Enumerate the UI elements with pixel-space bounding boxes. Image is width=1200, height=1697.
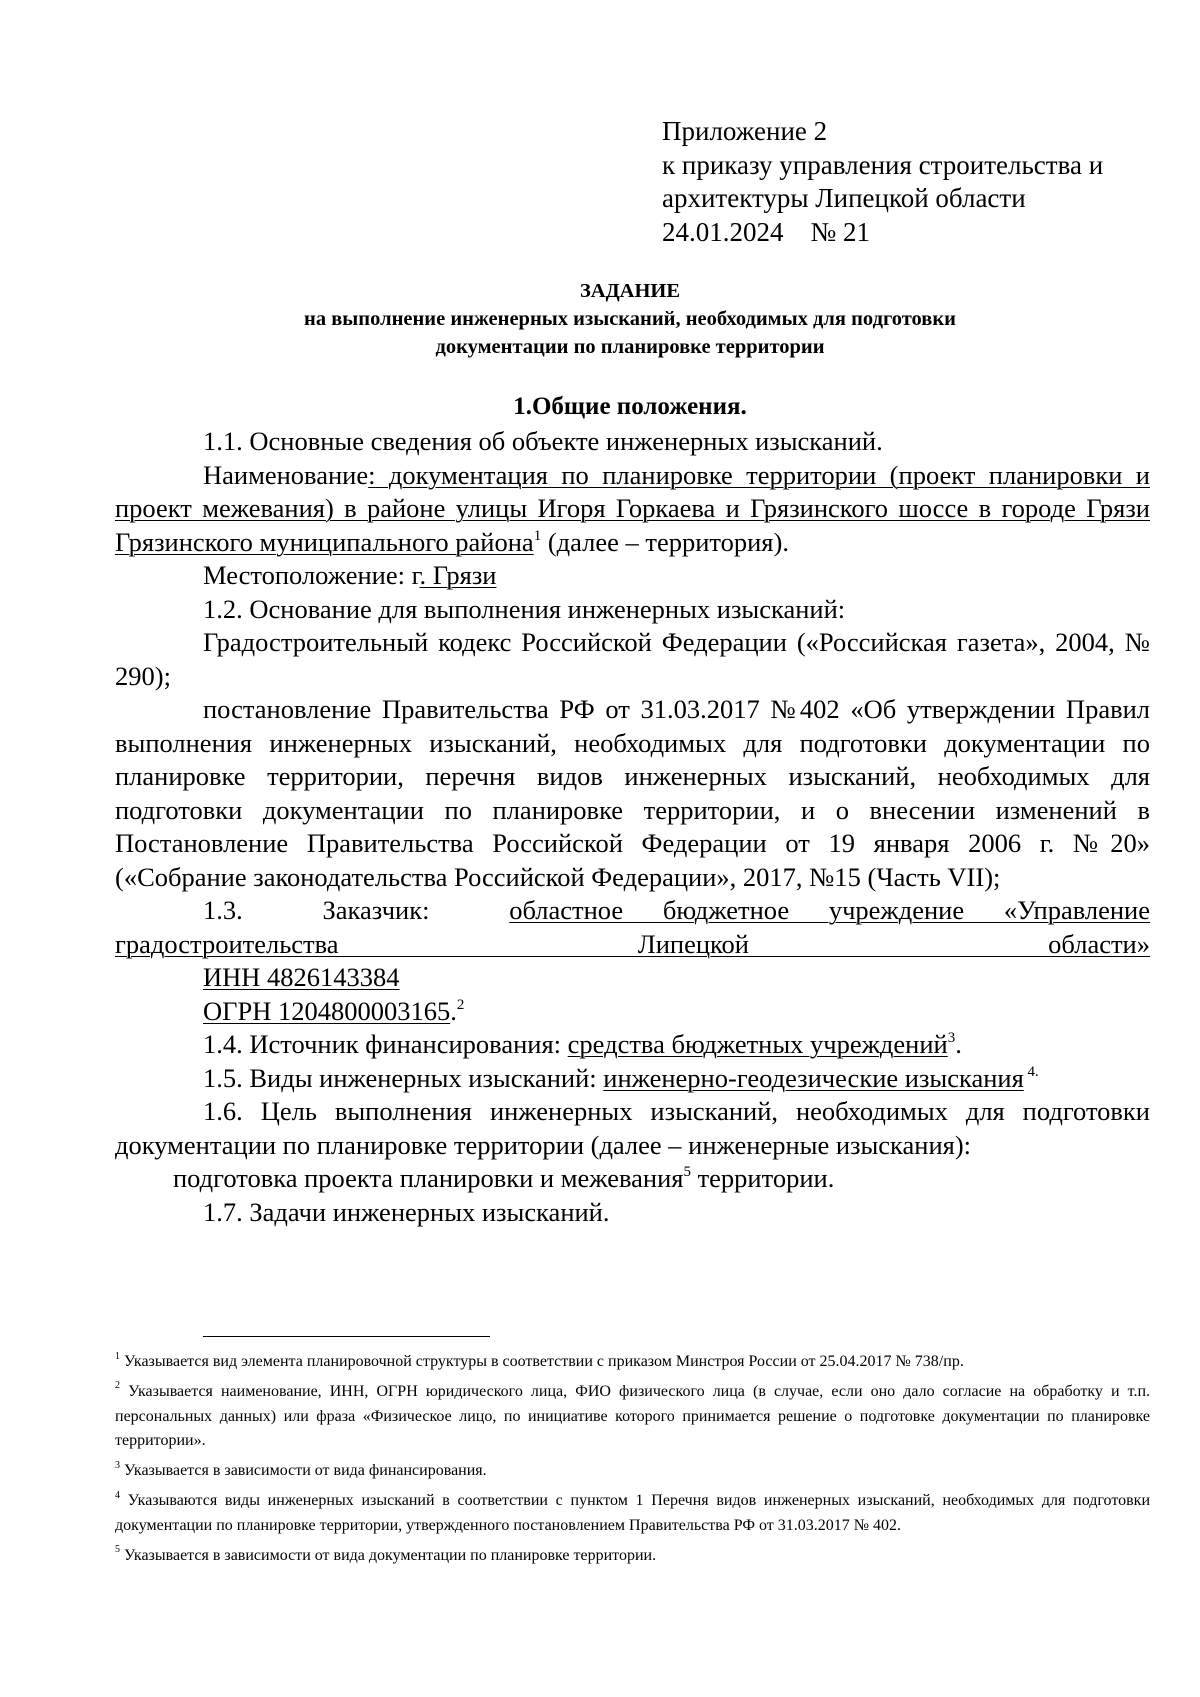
- funding-value: средства бюджетных учреждений: [567, 1029, 948, 1059]
- title-line-2: на выполнение инженерных изысканий, необходимых для подготовки: [304, 308, 956, 330]
- footnote-separator: [203, 1336, 490, 1337]
- appendix-header: [662, 115, 1142, 249]
- customer-value: областное бюджетное учреждение «Управление градостроительства Липецкой области»: [115, 895, 1151, 959]
- appendix-line-1: Приложение 2: [662, 116, 828, 146]
- footnote-4-number: 4: [115, 1489, 120, 1501]
- paragraph-1-5: [115, 1062, 1150, 1096]
- footnote-ref-3: 3: [947, 1030, 956, 1047]
- footnote-2-number: 2: [115, 1380, 120, 1392]
- survey-types-value: инженерно-геодезические изыскания: [603, 1062, 1024, 1093]
- paragraph-inn: [115, 961, 1150, 995]
- funding-tail: .: [955, 1029, 962, 1059]
- paragraph-1-2: 1.2. Основание для выполнения инженерных изысканий:: [203, 593, 846, 624]
- paragraph-ogrn: [115, 995, 1150, 1029]
- footnotes: [115, 1350, 1150, 1573]
- appendix-line-3: архитектуры Липецкой области: [662, 183, 1026, 213]
- footnote-ref-4: 4.: [1023, 1063, 1039, 1080]
- name-tail: (далее – территория).: [541, 526, 789, 557]
- title-line-1: ЗАДАНИЕ: [579, 280, 681, 302]
- footnote-5: [115, 1544, 1150, 1569]
- paragraph-1-1: 1.1. Основные сведения об объекте инженерных изысканий.: [203, 426, 883, 456]
- footnote-2-text: Указывается наименование, ИНН, ОГРН юридического лица, ФИО физического лица (в случае, если оно дало согласие на обработку и т.п. персональных данных) или фраза «Физическое лицо, по инициативе которого принимается решение о подготовке документации по планировке территории».: [115, 1382, 1150, 1450]
- footnote-5-number: 5: [115, 1544, 120, 1556]
- document-body: [115, 425, 1150, 1229]
- footnote-3-number: 3: [115, 1459, 120, 1471]
- name-label: Наименование: [203, 459, 369, 490]
- paragraph-1-7: 1.7. Задачи инженерных изысканий.: [203, 1196, 610, 1227]
- paragraph-name: [115, 459, 1150, 560]
- footnote-4-text: Указываются виды инженерных изысканий в соответствии с пунктом 1 Перечня видов инженерных изысканий, необходимых для подготовки документации по планировке территории, утвержденного постановлением Правительства РФ от 31.03.2017 № 402.: [115, 1491, 1150, 1534]
- ogrn-value: ОГРН 1204800003165: [203, 995, 451, 1026]
- paragraph-basis-resolution: постановление Правительства РФ от 31.03.2017 №402 «Об утверждении Правил выполнения инженерных изысканий, необходимых для подготовки документации по планировке территории, перечня видов инженерных изысканий, необходимых для подготовки документации по планировке территории, и о внесении изменений в Постановление Правительства Российской Федерации от 19 января 2006 г. №20» («Собрание законодательства Российской Федерации», 2017, №15 (Часть VII);: [115, 694, 1150, 892]
- footnote-2: [115, 1380, 1150, 1454]
- title-line-3: документации по планировке территории: [435, 336, 825, 358]
- document-title: [115, 277, 1145, 361]
- footnote-5-text: Указывается в зависимости от вида документации по планировке территории.: [120, 1546, 657, 1564]
- footnote-1: [115, 1350, 1150, 1375]
- funding-label: 1.4. Источник финансирования:: [203, 1029, 568, 1059]
- appendix-date-number: 24.01.2024 № 21: [662, 216, 871, 247]
- appendix-line-2: к приказу управления строительства и: [662, 149, 1104, 180]
- paragraph-location: [115, 559, 1150, 593]
- survey-types-label: 1.5. Виды инженерных изысканий:: [203, 1062, 604, 1093]
- paragraph-customer: [115, 894, 1150, 961]
- name-value: : документация по планировке территории (проект планировки и проект межевания) в районе улицы Игоря Горкаева и Грязинского шоссе в городе Грязи Грязинского муниципального района: [115, 459, 1150, 557]
- paragraph-goal: [115, 1162, 1150, 1196]
- inn-value: ИНН 4826143384: [203, 962, 400, 992]
- footnote-1-number: 1: [115, 1350, 120, 1362]
- location-label: Местоположение: г: [203, 560, 420, 590]
- paragraph-1-4: [115, 1028, 1150, 1062]
- ogrn-tail: .: [450, 995, 457, 1026]
- footnote-ref-1: 1: [533, 527, 542, 544]
- footnote-3: [115, 1459, 1150, 1484]
- footnote-1-text: Указывается вид элемента планировочной структуры в соответствии с приказом Минстроя России от 25.04.2017 № 738/пр.: [120, 1353, 964, 1370]
- section-heading: 1.Общие положения.: [513, 393, 747, 420]
- footnote-ref-5: 5: [683, 1164, 691, 1181]
- goal-text: подготовка проекта планировки и межевания: [173, 1163, 684, 1193]
- footnote-ref-2: 2: [456, 996, 465, 1013]
- footnote-4: [115, 1489, 1150, 1539]
- goal-tail: территории.: [690, 1163, 835, 1193]
- customer-label: 1.3. Заказчик:: [203, 895, 510, 925]
- footnote-3-text: Указывается в зависимости от вида финансирования.: [120, 1462, 487, 1480]
- location-value: . Грязи: [419, 560, 497, 590]
- paragraph-1-6: 1.6. Цель выполнения инженерных изысканий, необходимых для подготовки документации по планировке территории (далее – инженерные изыскания):: [115, 1096, 1150, 1160]
- paragraph-basis-code: Градостроительный кодекс Российской Федерации («Российская газета», 2004, № 290);: [115, 627, 1150, 691]
